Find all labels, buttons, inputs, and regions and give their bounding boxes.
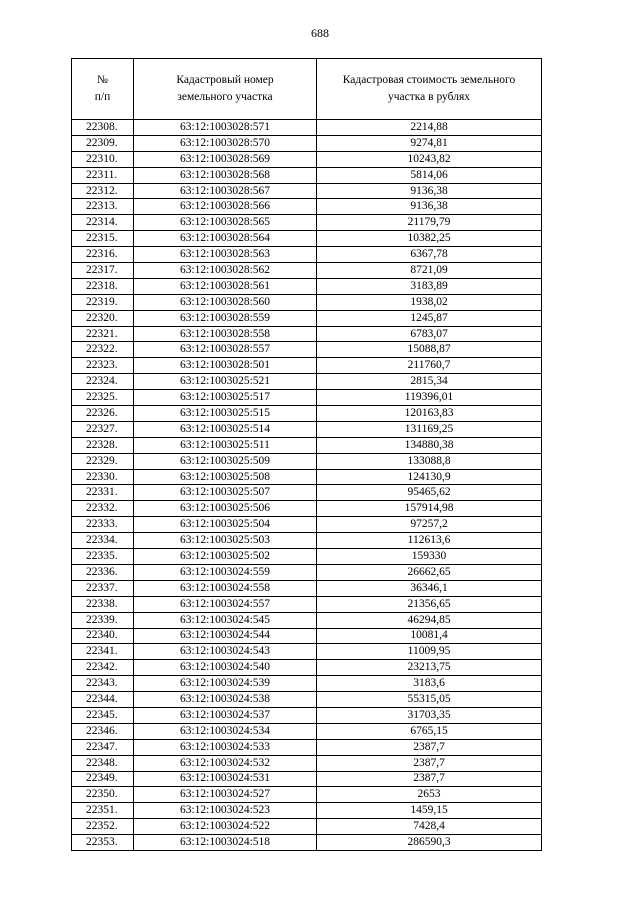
row-cadastral-value: 9136,38: [317, 199, 542, 215]
row-cadastral-value: 36346,1: [317, 580, 542, 596]
row-number: 22325.: [72, 390, 134, 406]
row-number: 22317.: [72, 263, 134, 279]
row-cadastral-number: 63:12:1003024:537: [134, 707, 317, 723]
row-cadastral-value: 21179,79: [317, 215, 542, 231]
row-cadastral-number: 63:12:1003028:560: [134, 294, 317, 310]
row-cadastral-number: 63:12:1003028:568: [134, 167, 317, 183]
row-number: 22352.: [72, 819, 134, 835]
row-cadastral-value: 2387,7: [317, 771, 542, 787]
row-cadastral-number: 63:12:1003028:570: [134, 135, 317, 151]
row-number: 22324.: [72, 374, 134, 390]
row-number: 22322.: [72, 342, 134, 358]
table-row: [72, 580, 542, 596]
row-cadastral-value: 7428,4: [317, 819, 542, 835]
row-cadastral-number: 63:12:1003028:558: [134, 326, 317, 342]
table-row: [72, 692, 542, 708]
row-cadastral-value: 112613,6: [317, 533, 542, 549]
row-cadastral-value: 15088,87: [317, 342, 542, 358]
table-row: [72, 342, 542, 358]
row-cadastral-number: 63:12:1003025:502: [134, 549, 317, 565]
row-number: 22308.: [72, 120, 134, 136]
table-row: [72, 390, 542, 406]
row-cadastral-number: 63:12:1003024:533: [134, 739, 317, 755]
table-row: [72, 676, 542, 692]
table-row: [72, 294, 542, 310]
row-cadastral-value: 131169,25: [317, 421, 542, 437]
row-cadastral-value: 5814,06: [317, 167, 542, 183]
row-cadastral-number: 63:12:1003024:558: [134, 580, 317, 596]
row-number: 22342.: [72, 660, 134, 676]
row-cadastral-number: 63:12:1003024:518: [134, 835, 317, 851]
row-cadastral-number: 63:12:1003024:544: [134, 628, 317, 644]
row-cadastral-number: 63:12:1003024:532: [134, 755, 317, 771]
row-cadastral-value: 11009,95: [317, 644, 542, 660]
table-row: [72, 628, 542, 644]
row-number: 22350.: [72, 787, 134, 803]
row-number: 22343.: [72, 676, 134, 692]
row-cadastral-number: 63:12:1003024:531: [134, 771, 317, 787]
row-cadastral-number: 63:12:1003025:503: [134, 533, 317, 549]
row-number: 22348.: [72, 755, 134, 771]
row-number: 22335.: [72, 549, 134, 565]
row-cadastral-number: 63:12:1003028:501: [134, 358, 317, 374]
row-number: 22329.: [72, 453, 134, 469]
row-cadastral-value: 1459,15: [317, 803, 542, 819]
row-cadastral-number: 63:12:1003025:517: [134, 390, 317, 406]
table-row: [72, 739, 542, 755]
row-cadastral-number: 63:12:1003024:534: [134, 723, 317, 739]
table-row: [72, 120, 542, 136]
row-cadastral-number: 63:12:1003025:506: [134, 501, 317, 517]
row-cadastral-number: 63:12:1003024:545: [134, 612, 317, 628]
table-row: [72, 644, 542, 660]
row-cadastral-value: 2387,7: [317, 755, 542, 771]
row-number: 22312.: [72, 183, 134, 199]
row-cadastral-value: 46294,85: [317, 612, 542, 628]
row-cadastral-value: 2653: [317, 787, 542, 803]
row-number: 22326.: [72, 406, 134, 422]
table-row: [72, 755, 542, 771]
table-row: [72, 564, 542, 580]
row-cadastral-value: 9136,38: [317, 183, 542, 199]
row-cadastral-number: 63:12:1003028:571: [134, 120, 317, 136]
row-number: 22323.: [72, 358, 134, 374]
row-cadastral-value: 6367,78: [317, 247, 542, 263]
table-row: [72, 437, 542, 453]
row-cadastral-number: 63:12:1003024:540: [134, 660, 317, 676]
table-row: [72, 326, 542, 342]
row-number: 22309.: [72, 135, 134, 151]
row-cadastral-value: 157914,98: [317, 501, 542, 517]
row-cadastral-value: 3183,89: [317, 278, 542, 294]
row-number: 22327.: [72, 421, 134, 437]
table-row: [72, 231, 542, 247]
row-cadastral-value: 3183,6: [317, 676, 542, 692]
row-number: 22319.: [72, 294, 134, 310]
row-cadastral-value: 133088,8: [317, 453, 542, 469]
row-cadastral-value: 31703,35: [317, 707, 542, 723]
row-cadastral-value: 23213,75: [317, 660, 542, 676]
table-row: [72, 406, 542, 422]
row-cadastral-number: 63:12:1003028:565: [134, 215, 317, 231]
header-cadastral-value: Кадастровая стоимость земельного участка в рублях: [317, 59, 542, 120]
row-cadastral-value: 211760,7: [317, 358, 542, 374]
row-number: 22341.: [72, 644, 134, 660]
row-cadastral-number: 63:12:1003024:557: [134, 596, 317, 612]
row-number: 22318.: [72, 278, 134, 294]
table-row: [72, 835, 542, 851]
row-cadastral-value: 1245,87: [317, 310, 542, 326]
table-row: [72, 485, 542, 501]
row-cadastral-number: 63:12:1003028:561: [134, 278, 317, 294]
header-row: [72, 59, 542, 120]
table-row: [72, 135, 542, 151]
table-header: [72, 59, 542, 120]
row-cadastral-number: 63:12:1003024:539: [134, 676, 317, 692]
table-row: [72, 723, 542, 739]
row-number: 22320.: [72, 310, 134, 326]
row-cadastral-value: 2815,34: [317, 374, 542, 390]
row-cadastral-value: 2214,88: [317, 120, 542, 136]
row-number: 22316.: [72, 247, 134, 263]
row-number: 22331.: [72, 485, 134, 501]
row-number: 22344.: [72, 692, 134, 708]
row-cadastral-number: 63:12:1003025:504: [134, 517, 317, 533]
row-cadastral-number: 63:12:1003025:511: [134, 437, 317, 453]
row-number: 22336.: [72, 564, 134, 580]
row-number: 22328.: [72, 437, 134, 453]
cadastral-value-table: [71, 58, 542, 851]
table-row: [72, 151, 542, 167]
row-number: 22310.: [72, 151, 134, 167]
row-cadastral-number: 63:12:1003025:508: [134, 469, 317, 485]
table-row: [72, 183, 542, 199]
table-row: [72, 501, 542, 517]
row-cadastral-number: 63:12:1003024:538: [134, 692, 317, 708]
table-row: [72, 263, 542, 279]
row-number: 22333.: [72, 517, 134, 533]
row-cadastral-value: 6765,15: [317, 723, 542, 739]
header-number: № п/п: [72, 59, 134, 120]
table-row: [72, 247, 542, 263]
row-cadastral-value: 9274,81: [317, 135, 542, 151]
table-row: [72, 549, 542, 565]
table-row: [72, 533, 542, 549]
table-row: [72, 517, 542, 533]
table-row: [72, 660, 542, 676]
row-cadastral-value: 2387,7: [317, 739, 542, 755]
row-number: 22332.: [72, 501, 134, 517]
table-row: [72, 453, 542, 469]
row-cadastral-number: 63:12:1003024:543: [134, 644, 317, 660]
row-number: 22337.: [72, 580, 134, 596]
table-row: [72, 421, 542, 437]
row-number: 22330.: [72, 469, 134, 485]
row-cadastral-number: 63:12:1003028:569: [134, 151, 317, 167]
row-cadastral-number: 63:12:1003024:559: [134, 564, 317, 580]
table-row: [72, 358, 542, 374]
row-number: 22340.: [72, 628, 134, 644]
row-number: 22339.: [72, 612, 134, 628]
table-row: [72, 278, 542, 294]
row-cadastral-value: 124130,9: [317, 469, 542, 485]
row-cadastral-value: 10382,25: [317, 231, 542, 247]
row-number: 22345.: [72, 707, 134, 723]
table-row: [72, 612, 542, 628]
row-cadastral-value: 26662,65: [317, 564, 542, 580]
table-row: [72, 803, 542, 819]
row-cadastral-value: 6783,07: [317, 326, 542, 342]
row-number: 22351.: [72, 803, 134, 819]
table-row: [72, 707, 542, 723]
table-row: [72, 374, 542, 390]
row-cadastral-value: 286590,3: [317, 835, 542, 851]
row-cadastral-value: 159330: [317, 549, 542, 565]
row-cadastral-value: 55315,05: [317, 692, 542, 708]
table-row: [72, 596, 542, 612]
row-cadastral-value: 95465,62: [317, 485, 542, 501]
page-number: 688: [311, 26, 329, 40]
table-row: [72, 469, 542, 485]
row-cadastral-number: 63:12:1003024:523: [134, 803, 317, 819]
table-row: [72, 771, 542, 787]
header-cadastral-number: Кадастровый номер земельного участка: [134, 59, 317, 120]
row-number: 22314.: [72, 215, 134, 231]
row-cadastral-number: 63:12:1003024:527: [134, 787, 317, 803]
table-row: [72, 787, 542, 803]
row-cadastral-number: 63:12:1003028:563: [134, 247, 317, 263]
row-cadastral-number: 63:12:1003028:559: [134, 310, 317, 326]
row-cadastral-value: 10081,4: [317, 628, 542, 644]
row-cadastral-number: 63:12:1003028:562: [134, 263, 317, 279]
row-number: 22334.: [72, 533, 134, 549]
row-number: 22313.: [72, 199, 134, 215]
row-number: 22321.: [72, 326, 134, 342]
row-cadastral-value: 119396,01: [317, 390, 542, 406]
row-cadastral-number: 63:12:1003028:566: [134, 199, 317, 215]
row-cadastral-number: 63:12:1003025:521: [134, 374, 317, 390]
row-number: 22315.: [72, 231, 134, 247]
table-row: [72, 199, 542, 215]
row-number: 22311.: [72, 167, 134, 183]
table-row: [72, 819, 542, 835]
row-cadastral-value: 21356,65: [317, 596, 542, 612]
row-cadastral-number: 63:12:1003024:522: [134, 819, 317, 835]
row-cadastral-number: 63:12:1003025:515: [134, 406, 317, 422]
table-body: [72, 120, 542, 851]
table-row: [72, 215, 542, 231]
row-cadastral-value: 10243,82: [317, 151, 542, 167]
table-row: [72, 310, 542, 326]
row-cadastral-number: 63:12:1003025:509: [134, 453, 317, 469]
row-number: 22347.: [72, 739, 134, 755]
row-cadastral-number: 63:12:1003028:567: [134, 183, 317, 199]
row-number: 22353.: [72, 835, 134, 851]
row-cadastral-number: 63:12:1003025:514: [134, 421, 317, 437]
row-cadastral-value: 1938,02: [317, 294, 542, 310]
row-cadastral-value: 120163,83: [317, 406, 542, 422]
row-cadastral-value: 134880,38: [317, 437, 542, 453]
row-cadastral-number: 63:12:1003028:564: [134, 231, 317, 247]
row-number: 22338.: [72, 596, 134, 612]
row-number: 22349.: [72, 771, 134, 787]
row-cadastral-number: 63:12:1003025:507: [134, 485, 317, 501]
row-cadastral-value: 8721,09: [317, 263, 542, 279]
table-row: [72, 167, 542, 183]
row-cadastral-value: 97257,2: [317, 517, 542, 533]
row-number: 22346.: [72, 723, 134, 739]
row-cadastral-number: 63:12:1003028:557: [134, 342, 317, 358]
